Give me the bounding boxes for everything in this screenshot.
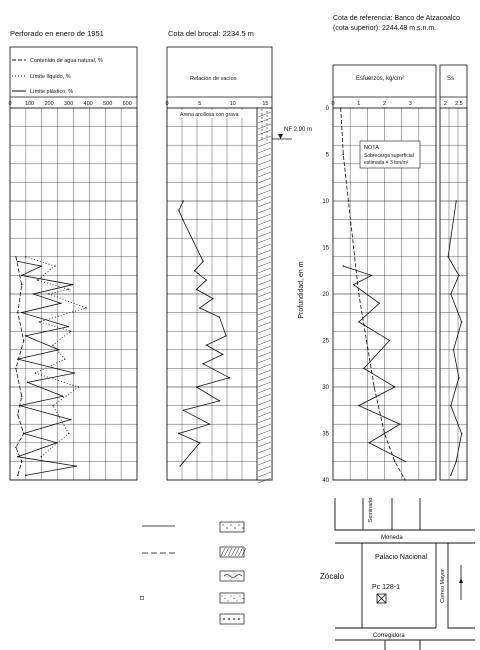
data-point: [358, 405, 359, 406]
data-point: [209, 424, 210, 425]
panel-void-ratio: [165, 47, 272, 483]
reference-line-1: Cota de referencia: Banco de Atzacoalco: [333, 15, 460, 22]
panel-ss: [440, 65, 467, 480]
data-point: [37, 279, 38, 280]
data-point: [222, 354, 223, 355]
data-point: [225, 335, 226, 336]
x-tick-label: 0: [331, 101, 335, 107]
data-point: [70, 419, 71, 420]
soil-dot: [266, 131, 267, 132]
data-point: [17, 312, 18, 313]
data-point: [194, 270, 195, 271]
legend-swatch-dots: [220, 593, 244, 603]
data-point: [21, 275, 22, 276]
drilled-date: Perforado en enero de 1951: [10, 29, 104, 38]
note-line-1: Sobrecarga superficial: [364, 153, 414, 159]
data-point: [348, 200, 349, 201]
data-point: [399, 424, 400, 425]
data-point: [340, 107, 341, 108]
x-tick-label: 5: [198, 101, 202, 107]
data-point: [453, 349, 454, 350]
water-level-label: NF 2.90 m: [284, 127, 313, 133]
bottom-legend: [140, 522, 246, 624]
data-point: [41, 456, 42, 457]
panel2-series: [178, 200, 230, 466]
data-point: [461, 321, 462, 322]
legend-water: Contenido de agua natural, %: [30, 58, 103, 64]
panel4-tick-labels: [444, 101, 463, 107]
data-point: [196, 386, 197, 387]
y-tick-label: 35: [322, 431, 329, 438]
layer-label: Arena arcillosa con grava: [180, 112, 239, 118]
data-point: [33, 293, 34, 294]
x-tick-label: 600: [122, 101, 132, 107]
data-point: [17, 475, 18, 476]
data-point: [450, 475, 451, 476]
data-point: [21, 461, 22, 462]
data-point: [358, 293, 359, 294]
y-tick-label: 25: [322, 338, 329, 345]
data-point: [183, 410, 184, 411]
panel3-tick-labels: [331, 101, 411, 107]
y-tick-label: 5: [325, 152, 329, 159]
data-point: [199, 442, 200, 443]
data-point: [178, 210, 179, 211]
soil-dot: [266, 123, 267, 124]
water-level-marker: [272, 127, 312, 139]
collar-elevation: Cota del brocal: 2234.5 m: [168, 29, 254, 38]
x-tick-label: 300: [64, 101, 74, 107]
ss-title: Ss: [447, 76, 455, 82]
x-tick-label: 2.5: [455, 101, 463, 107]
soil-dot: [266, 127, 267, 128]
series-line-1: [26, 257, 87, 457]
data-point: [15, 447, 16, 448]
soil-dot: [261, 113, 262, 114]
soil-dot: [261, 133, 262, 134]
data-point: [196, 289, 197, 290]
data-point: [219, 400, 220, 401]
data-point: [62, 396, 63, 397]
data-point: [64, 358, 65, 359]
data-point: [374, 386, 375, 387]
data-point: [27, 382, 28, 383]
data-point: [60, 303, 61, 304]
y-tick-label: 30: [322, 385, 329, 391]
soil-dot: [266, 111, 267, 112]
soil-dot: [261, 121, 262, 122]
data-point: [21, 396, 22, 397]
data-point: [39, 321, 40, 322]
panel1-grid: [10, 108, 137, 480]
map-label-correo-mayor: Correo Mayor: [440, 569, 446, 603]
legend-liquid: Límite líquido, %: [30, 74, 71, 80]
soil-dot: [266, 119, 267, 120]
data-point: [450, 405, 451, 406]
stress-title: Esfuerzos, kg/cm²: [356, 76, 405, 82]
data-point: [458, 275, 459, 276]
panel-stress: [298, 65, 436, 484]
x-tick-label: 0: [165, 101, 169, 107]
data-point: [447, 256, 448, 257]
soil-dot: [261, 125, 262, 126]
panel2-tick-labels: [165, 101, 268, 107]
panel4-series: [447, 200, 462, 476]
data-point: [394, 386, 395, 387]
y-tick-label: 10: [322, 199, 329, 205]
data-point: [379, 303, 380, 304]
soil-dot: [266, 135, 267, 136]
data-point: [353, 247, 354, 248]
data-point: [76, 465, 77, 466]
data-point: [25, 475, 26, 476]
series-line-2: [16, 257, 24, 476]
legend-plastic: Límite plástico, %: [30, 89, 74, 95]
data-point: [371, 275, 372, 276]
void-ratio-title: Relación de vacíos: [190, 76, 237, 82]
x-tick-label: 2: [443, 101, 447, 107]
soil-dot: [261, 109, 262, 110]
y-tick-label: 40: [322, 478, 329, 484]
data-point: [458, 377, 459, 378]
x-tick-label: 0: [8, 101, 12, 107]
data-point: [178, 433, 179, 434]
data-point: [353, 284, 354, 285]
data-point: [48, 293, 49, 294]
legend-swatch-wave: [220, 571, 244, 581]
note-line-2: estimada = 3 ton/m²: [364, 160, 409, 166]
panel2-grid: [167, 108, 257, 480]
data-point: [72, 284, 73, 285]
y-tick-label: 20: [322, 292, 329, 298]
data-point: [461, 433, 462, 434]
y-tick-label: 15: [322, 245, 329, 252]
data-point: [25, 335, 26, 336]
data-point: [70, 331, 71, 332]
data-point: [363, 368, 364, 369]
data-point: [25, 256, 26, 257]
data-point: [206, 279, 207, 280]
panel4-grid: [440, 108, 467, 480]
data-point: [450, 293, 451, 294]
soil-dot: [261, 129, 262, 130]
depth-axis-label: Profundidad, en m: [298, 261, 305, 319]
panel1-tick-labels: [8, 101, 131, 107]
data-point: [23, 433, 24, 434]
map-label-palacio: Palacio Nacional: [375, 554, 428, 561]
data-point: [41, 265, 42, 266]
data-point: [183, 200, 184, 201]
soil-dot: [266, 139, 267, 140]
data-point: [74, 372, 75, 373]
data-point: [17, 456, 18, 457]
data-point: [404, 479, 405, 480]
y-tick-label: 0: [325, 106, 329, 112]
location-map: [320, 498, 475, 650]
data-point: [23, 340, 24, 341]
x-tick-label: 200: [44, 101, 54, 107]
data-point: [404, 461, 405, 462]
data-point: [206, 344, 207, 345]
data-point: [58, 349, 59, 350]
legend-swatch-sand: [220, 522, 244, 532]
data-point: [52, 344, 53, 345]
data-point: [343, 265, 344, 266]
map-label-moneda: Moneda: [381, 535, 403, 541]
data-point: [456, 200, 457, 201]
data-point: [68, 326, 69, 327]
x-tick-label: 10: [229, 101, 236, 107]
legend-symbol-icon: ⌑: [140, 594, 145, 603]
data-point: [68, 289, 69, 290]
data-point: [17, 414, 18, 415]
x-tick-label: 500: [103, 101, 113, 107]
data-point: [229, 377, 230, 378]
data-point: [86, 307, 87, 308]
x-tick-label: 400: [83, 101, 93, 107]
series-line-0: [448, 201, 462, 475]
data-point: [394, 461, 395, 462]
soil-dot: [261, 137, 262, 138]
data-point: [219, 317, 220, 318]
data-point: [54, 265, 55, 266]
x-tick-label: 100: [24, 101, 35, 107]
series-line-0: [179, 201, 230, 466]
data-point: [68, 433, 69, 434]
reference-line-2: (cota superior): 2244.48 m.s.n.m.: [333, 25, 437, 32]
data-point: [15, 368, 16, 369]
soil-column: [257, 108, 272, 480]
soil-dot: [266, 115, 267, 116]
data-point: [52, 405, 53, 406]
data-point: [202, 363, 203, 364]
data-point: [343, 154, 344, 155]
series-line-1: [343, 266, 405, 461]
data-point: [366, 340, 367, 341]
data-point: [202, 261, 203, 262]
data-point: [456, 461, 457, 462]
data-point: [212, 298, 213, 299]
data-point: [358, 321, 359, 322]
data-point: [368, 442, 369, 443]
data-point: [182, 219, 183, 220]
data-point: [15, 256, 16, 257]
data-point: [199, 307, 200, 308]
note-title: NOTA: [364, 145, 379, 151]
data-point: [35, 372, 36, 373]
depth-tick-labels: [322, 106, 329, 484]
legend-swatch-mixed: [220, 614, 244, 624]
data-point: [21, 284, 22, 285]
map-label-seminario: Seminario: [368, 497, 374, 523]
map-label-zocalo: Zócalo: [320, 572, 345, 581]
data-point: [389, 340, 390, 341]
map-label-corregidora: Corregidora: [373, 633, 405, 639]
data-point: [17, 261, 18, 262]
x-tick-label: 2: [382, 101, 387, 107]
data-point: [78, 386, 79, 387]
data-point: [179, 465, 180, 466]
map-label-boring: Pc 128-1: [372, 584, 401, 591]
panel-water-content: [8, 47, 137, 480]
x-tick-label: 15: [262, 101, 269, 107]
data-point: [21, 312, 22, 313]
x-tick-label: 1: [357, 101, 361, 107]
x-tick-label: 3: [408, 101, 412, 107]
soil-dot: [261, 117, 262, 118]
